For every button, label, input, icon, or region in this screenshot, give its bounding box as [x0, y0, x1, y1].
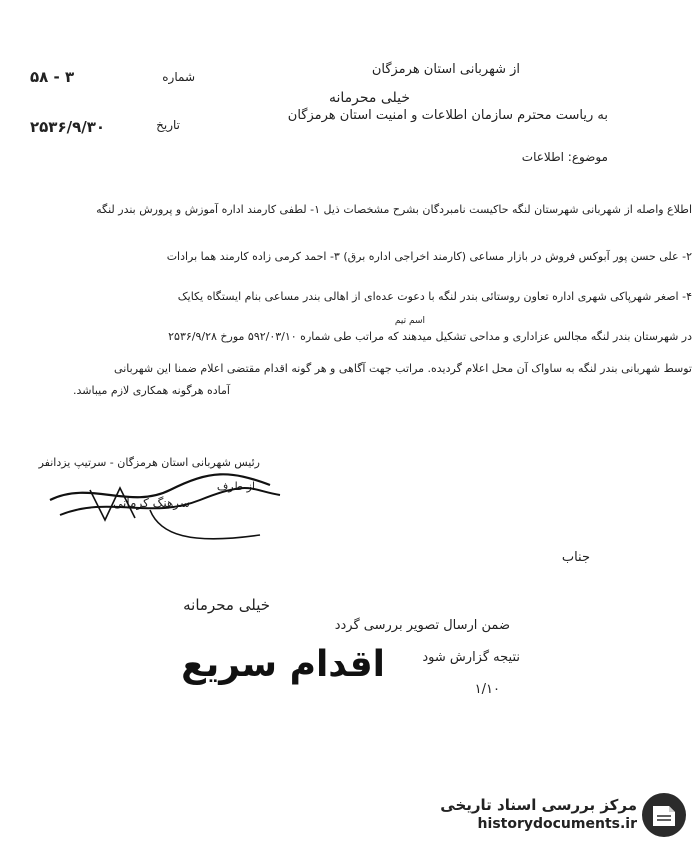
urgent-stamp: اقدام سریع	[181, 644, 385, 685]
recipient-line: به ریاست محترم سازمان اطلاعات و امنیت استان هرمزگان	[287, 108, 608, 123]
body-line-6: آماده هرگونه همکاری لازم میباشد.	[73, 384, 230, 397]
insert-note: اسم تیم	[394, 316, 425, 326]
body-line-4: در شهرستان بندر لنگه مجالس عزاداری و مداحی تشکیل میدهند که مراتب طی شماره ۵۹۲/۰۳/۱۰ مورخ ۲۵۳۶/۹/۲۸	[168, 330, 692, 343]
classification-top: خیلی محرمانه	[328, 90, 410, 106]
archive-logo-icon	[639, 790, 689, 840]
signature-sub: از طرف	[216, 480, 255, 493]
signature-title: رئیس شهربانی استان هرمزگان - سرتیپ یزدانفر	[38, 456, 260, 469]
subject-line: موضوع: اطلاعات	[521, 150, 608, 164]
body-line-5: توسط شهربانی بندر لنگه به ساواک آن محل اعلام گردیده. مراتب جهت آگاهی و هر گونه اقدام مقتضی اعلام ضمنا این شهربانی	[114, 362, 692, 375]
watermark-logo	[405, 786, 695, 846]
classification-bottom: خیلی محرمانه	[183, 596, 270, 614]
signature-name: سرهنگ کرمانی	[113, 496, 190, 510]
date-label: تاریخ	[156, 118, 180, 132]
number-value: ۳ - ۵۸	[30, 68, 75, 86]
margin-note-1: جناب	[561, 550, 590, 565]
sender-line: از شهربانی استان هرمزگان	[371, 62, 520, 77]
margin-note-2: ضمن ارسال تصویر بررسی گردد	[334, 618, 510, 633]
body-line-1: اطلاع واصله از شهربانی شهرستان لنگه حاکیست نامبردگان بشرح مشخصات ذیل ۱- لطفی کارمند اداره آموزش و پرورش بندر لنگه	[96, 203, 692, 216]
margin-note-3: نتیجه گزارش شود	[422, 650, 520, 665]
date-value: ۲۵۳۶/۹/۳۰	[30, 118, 106, 136]
margin-note-4: ۱/۱۰	[474, 682, 500, 697]
watermark-url: historydocuments.ir	[477, 816, 637, 832]
number-label: شماره	[162, 70, 195, 84]
watermark-org-name: مرکز بررسی اسناد تاریخی	[440, 796, 637, 814]
body-line-3: ۴- اصغر شهرپاکی شهری اداره تعاون روستائی بندر لنگه با دعوت عده‌ای از اهالی بندر مساعی بنام ایستگاه یکایک	[177, 290, 692, 303]
body-line-2: ۲- علی حسن پور آبوکس فروش در بازار مساعی (کارمند اخراجی اداره برق) ۳- احمد کرمی زاده کارمند هما برادات	[166, 250, 692, 263]
signature-scribble	[30, 440, 290, 550]
